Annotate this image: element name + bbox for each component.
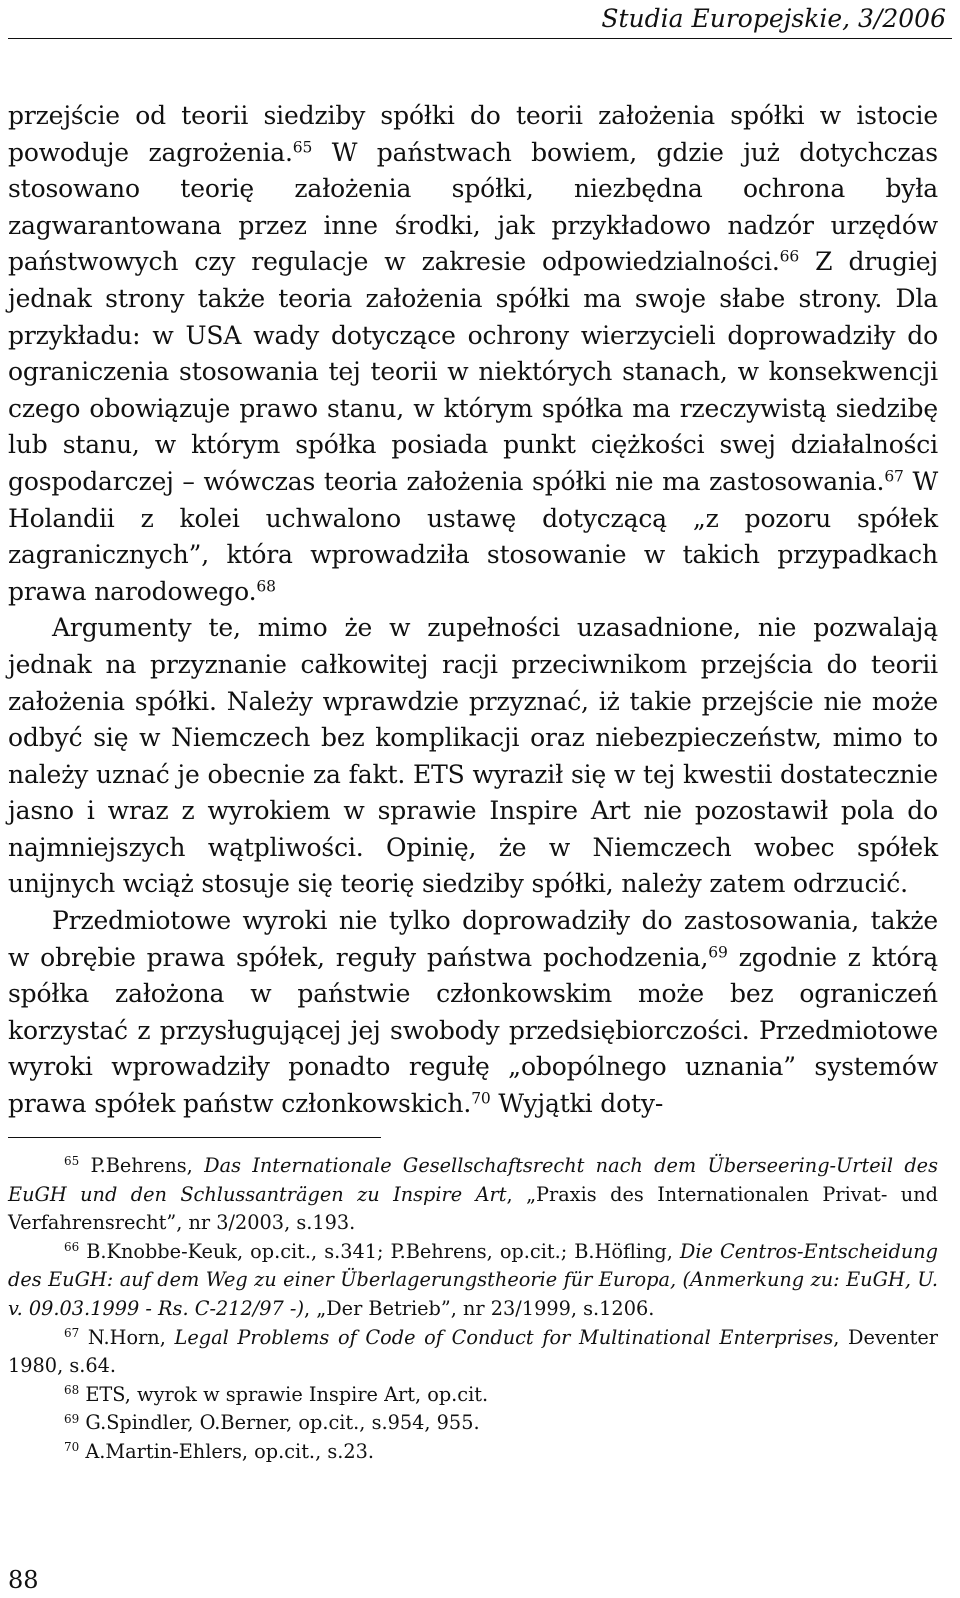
footnote-ref-70[interactable]: 70 [471, 1089, 491, 1108]
footnote-ref-66[interactable]: 66 [779, 247, 800, 266]
footnote-65: $^{65}$ P.Behrens, Das Internationale Gesellschaftsrecht nach dem Überseering-Urteil des EuGH und den Schlussanträgen zu Inspire Art, „Praxis des Internationalen Privat- und Verfahrensrecht”, nr 3/2003, s.193. [8, 1154, 938, 1235]
footnote-ref-69[interactable]: 69 [708, 943, 728, 962]
footnote-70: $^{70}$ A.Martin-Ehlers, op.cit., s.23. [64, 1439, 375, 1463]
paragraph-1: przejście od teorii siedziby spółki do teorii założenia spółki w istocie powoduje zagrożenia.$^{65}$ W państwach bowiem, gdzie już dotychczas stosowano teorię założenia spółki, niezbędna ochrona była zagwarantowana przez inne środki, jak przykładowo nadzór urzędów państwowych czy regulacje w zakresie odpowiedzialności.$^{66}$ Z drugiej jednak strony także teoria założenia spółki ma swoje słabe strony. Dla przykładu: w USA wady dotyczące ochrony wierzycieli doprowadziły do ograniczenia stosowania tej teorii w niektórych stanach, w konsekwencji czego obowiązuje prawo stanu, w którym spółka ma rzeczywistą siedzibę lub stanu, w którym spółka posiada punkt ciężkości swej działalności gospodarczej – wówczas teoria założenia spółki nie ma zastosowania.$^{67}$ W Holandii z kolei uchwalono ustawę dotyczącą „z pozoru spółek zagranicznych”, która wprowadziła stosowanie w takich przypadkach prawa narodowego.$^{68}$ [8, 101, 939, 606]
paragraph-2: Argumenty te, mimo że w zupełności uzasadnione, nie pozwalają jednak na przyznanie całkowitej racji przeciwnikom przejścia do teorii założenia spółki. Należy wprawdzie przyznać, iż takie przejście nie może odbyć się w Niemczech bez komplikacji oraz niebezpieczeństw, mimo to należy uznać je obecnie za fakt. ETS wyraził się w tej kwestii dostatecznie jasno i wraz z wyrokiem w sprawie Inspire Art nie pozostawił pola do najmniejszych wątpliwości. Opinię, że w Niemczech wobec spółek unijnych wciąż stosuje się teorię siedziby spółki, należy zatem odrzucić. [8, 613, 938, 899]
running-header: Studia Europejskie, 3/2006 [601, 4, 946, 33]
paragraph-3: Przedmiotowe wyroki nie tylko doprowadziły do zastosowania, także w obrębie prawa spółek, reguły państwa pochodzenia,$^{69}$ zgodnie z którą spółka założona w państwie członkowskim może bez ograniczeń korzystać z przysługującej jej swobody przedsiębiorczości. Przedmiotowe wyroki wprowadziły ponadto regułę „obopólnego uznania” systemów prawa spółek państw członkowskich.$^{70}$ Wyjątki doty- [8, 906, 938, 1119]
footnote-ref-67[interactable]: 67 [884, 467, 904, 486]
footnote-67: $^{67}$ N.Horn, Legal Problems of Code of Conduct for Multinational Enterprises, Deventer 1980, s.64. [8, 1325, 938, 1378]
page-number: 88 [8, 1566, 39, 1594]
main-text [8, 98, 938, 1123]
header-rule [8, 38, 952, 39]
footnote-69: $^{69}$ G.Spindler, O.Berner, op.cit., s.954, 955. [64, 1411, 480, 1435]
footnote-ref-65[interactable]: 65 [292, 138, 313, 157]
footnote-66: $^{66}$ B.Knobbe-Keuk, op.cit., s.341; P.Behrens, op.cit.; B.Höfling, Die Centros-Entscheidung des EuGH: auf dem Weg zu einer Überlagerungstheorie für Europa, (Anmerkung zu: EuGH, U. v. 09.03.1999 - Rs. C-212/97 -), „Der Betrieb”, nr 23/1999, s.1206. [8, 1239, 938, 1320]
footnote-ref-68[interactable]: 68 [256, 577, 276, 596]
footnotes [8, 1152, 938, 1467]
footnote-rule [8, 1137, 381, 1138]
footnote-68: $^{68}$ ETS, wyrok w sprawie Inspire Art, op.cit. [64, 1382, 489, 1406]
